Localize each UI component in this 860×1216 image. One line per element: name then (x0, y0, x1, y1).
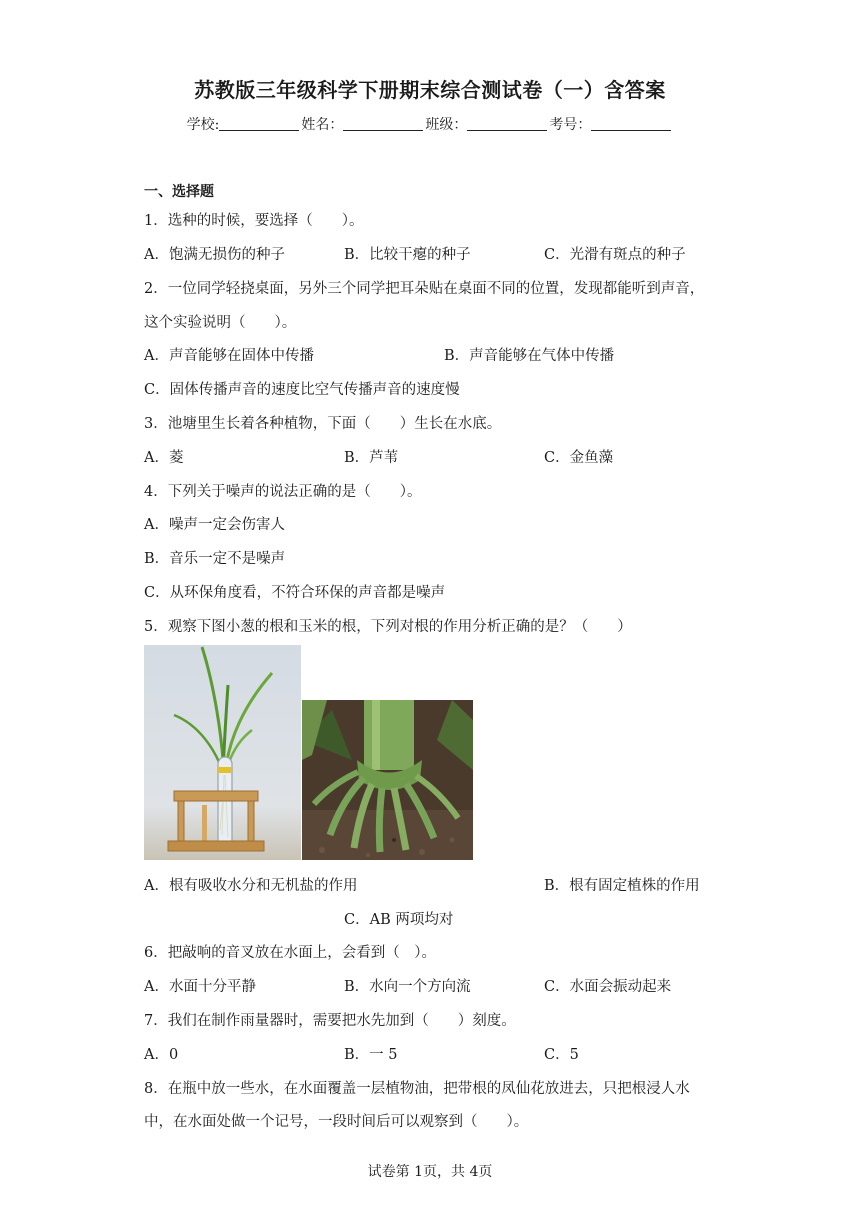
question-6-option-a[interactable]: A．水面十分平静 (144, 979, 256, 995)
class-blank[interactable] (467, 116, 547, 131)
scallion-root-photo (144, 645, 301, 860)
exam-no-blank[interactable] (591, 116, 671, 131)
exam-title: 苏教版三年级科学下册期末综合测试卷（一）含答案 (194, 78, 666, 102)
page-footer: 试卷第 1页，共 4页 (367, 1164, 493, 1180)
question-2-option-a[interactable]: A．声音能够在固体中传播 (144, 348, 314, 364)
question-2-stem-line2: 这个实验说明（ ）。 (144, 315, 297, 331)
question-7-option-a[interactable]: A．0 (144, 1047, 179, 1063)
question-4-stem: 4．下列关于噪声的说法正确的是（ ）。 (144, 484, 422, 500)
question-2-option-c[interactable]: C．固体传播声音的速度比空气传播声音的速度慢 (144, 382, 460, 398)
question-1-option-c[interactable]: C．光滑有斑点的种子 (544, 247, 686, 263)
question-7-option-c[interactable]: C．5 (544, 1047, 579, 1063)
question-4-option-c[interactable]: C．从环保角度看，不符合环保的声音都是噪声 (144, 585, 446, 601)
school-blank[interactable] (219, 116, 299, 131)
question-5-stem: 5．观察下图小葱的根和玉米的根，下列对根的作用分析正确的是？（ ） (144, 619, 632, 635)
question-4-option-a[interactable]: A．噪声一定会伤害人 (144, 517, 285, 533)
question-6-option-c[interactable]: C．水面会振动起来 (544, 979, 672, 995)
question-8-stem-line1: 8．在瓶中放一些水，在水面覆盖一层植物油，把带根的凤仙花放进去，只把根浸人水 (144, 1081, 690, 1097)
section-heading: 一、选择题 (144, 184, 214, 200)
question-3-stem: 3．池塘里生长着各种植物，下面（ ）生长在水底。 (144, 416, 502, 432)
question-5-option-b[interactable]: B．根有固定植株的作用 (544, 878, 700, 894)
question-1-option-b[interactable]: B．比较干瘪的种子 (344, 247, 471, 263)
question-7-stem: 7．我们在制作雨量器时，需要把水先加到（ ）刻度。 (144, 1013, 516, 1029)
question-1-option-a[interactable]: A．饱满无损伤的种子 (144, 247, 285, 263)
question-6-option-b[interactable]: B．水向一个方向流 (344, 979, 471, 995)
question-2-stem-line1: 2．一位同学轻挠桌面，另外三个同学把耳朵贴在桌面不同的位置，发现都能听到声音， (144, 281, 705, 297)
exam-no-label: 考号： (549, 117, 592, 133)
corn-root-photo (302, 700, 473, 860)
question-3-option-c[interactable]: C．金鱼藻 (544, 450, 614, 466)
name-label: 姓名： (301, 117, 344, 133)
question-8-stem-line2: 中，在水面处做一个记号，一段时间后可以观察到（ ）。 (144, 1114, 529, 1130)
question-5-option-c[interactable]: C．AB 两项均对 (344, 912, 454, 928)
school-label: 学校: (186, 117, 220, 133)
class-label: 班级： (425, 117, 468, 133)
student-info-row (0, 114, 860, 134)
question-5-option-a[interactable]: A．根有吸收水分和无机盐的作用 (144, 878, 358, 894)
question-4-option-b[interactable]: B．音乐一定不是噪声 (144, 551, 286, 567)
question-3-option-a[interactable]: A．菱 (144, 450, 184, 466)
question-3-option-b[interactable]: B．芦苇 (344, 450, 399, 466)
question-1-stem: 1．选种的时候，要选择（ ）。 (144, 213, 364, 229)
name-blank[interactable] (343, 116, 423, 131)
question-6-stem: 6．把敲响的音叉放在水面上，会看到（ ）。 (144, 945, 436, 961)
question-2-option-b[interactable]: B．声音能够在气体中传播 (444, 348, 615, 364)
question-7-option-b[interactable]: B．一 5 (344, 1047, 398, 1063)
